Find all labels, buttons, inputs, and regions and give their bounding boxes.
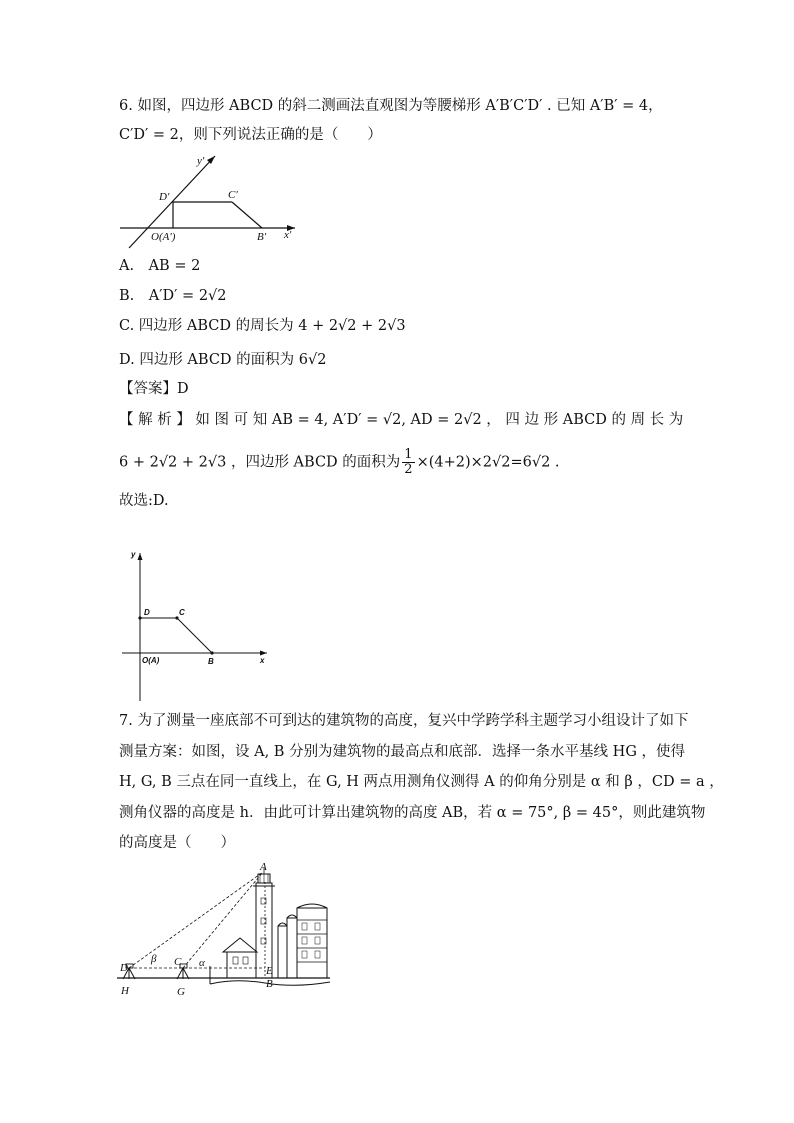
- q6-option-b: B. A′D′ = 2√2: [119, 288, 227, 304]
- q7-stem-line2: 测量方案：如图，设 A, B 分别为建筑物的最高点和底部．选择一条水平基线 HG ，使得: [119, 744, 686, 760]
- q6-analysis-line1: 【 解 析 】 如 图 可 知 AB = 4, A′D′ = √2, AD = 2√2 ， 四 边 形 ABCD 的 周 长 为: [119, 412, 684, 428]
- fraction-numerator: 1: [404, 447, 413, 462]
- fig1-y-label: y′: [197, 155, 205, 167]
- fig-d-label: D: [120, 962, 128, 974]
- fig-g-label: G: [177, 986, 185, 998]
- fig1-d-label: D′: [159, 191, 170, 203]
- fig2-d-label: D: [144, 608, 150, 617]
- q6-option-a: A. AB = 2: [119, 258, 201, 274]
- fig2-y-label: y: [131, 550, 136, 559]
- fig-b-label: B: [266, 978, 273, 990]
- fig-e-label: E: [266, 965, 273, 977]
- q7-stem-line4: 测角仪器的高度是 h．由此可计算出建筑物的高度 AB，若 α = 75°, β = 45°，则此建筑物: [119, 805, 706, 821]
- q6-stem-line1: 6. 如图，四边形 ABCD 的斜二测画法直观图为等腰梯形 A′B′C′D′ . 已知 A′B′ = 4，: [119, 98, 663, 114]
- fig2-c-label: C: [179, 608, 185, 617]
- q6-stem-line2: C′D′ = 2，则下列说法正确的是（ ）: [119, 127, 382, 143]
- fig2-o-label: O(A): [142, 656, 160, 665]
- q6-conclusion: 故选:D.: [119, 493, 169, 509]
- fig1-o-label: O(A′): [151, 231, 176, 243]
- fig1-c-label: C′: [228, 189, 238, 201]
- fig-beta-label: β: [151, 953, 157, 965]
- q7-stem-line5: 的高度是（ ）: [119, 835, 235, 851]
- fig2-x-label: x: [260, 656, 265, 665]
- fig1-x-label: x′: [284, 229, 292, 241]
- fig-h-label: H: [121, 985, 129, 997]
- fig2-b-label: B: [208, 657, 214, 666]
- original-figure: [122, 545, 272, 705]
- fig-a-label: A: [260, 861, 267, 873]
- q7-stem-line1: 7. 为了测量一座底部不可到达的建筑物的高度，复兴中学跨学科主题学习小组设计了如下: [119, 713, 689, 729]
- q6-analysis-line2-b: ×(4+2)×2√2=6√2 .: [416, 454, 560, 471]
- fig-alpha-label: α: [199, 957, 205, 969]
- q6-option-c: C. 四边形 ABCD 的周长为 4 + 2√2 + 2√3: [119, 318, 406, 334]
- building-measurement-figure: [115, 858, 340, 1000]
- q6-analysis-line2: [119, 448, 560, 477]
- oblique-view-figure: [115, 150, 305, 250]
- fig1-b-label: B′: [257, 231, 267, 243]
- q6-answer: 【答案】D: [119, 381, 189, 397]
- q6-option-d: D. 四边形 ABCD 的面积为 6√2: [119, 352, 327, 368]
- fraction-one-half: [402, 448, 414, 477]
- q7-stem-line3: H, G, B 三点在同一直线上，在 G, H 两点用测角仪测得 A 的仰角分别是 α 和 β ，CD = a ，: [119, 774, 724, 790]
- q6-analysis-line2-a: 6 + 2√2 + 2√3 ，四边形 ABCD 的面积为: [119, 454, 401, 471]
- fig-c-label: C: [174, 956, 182, 968]
- fraction-denominator: 2: [404, 462, 413, 477]
